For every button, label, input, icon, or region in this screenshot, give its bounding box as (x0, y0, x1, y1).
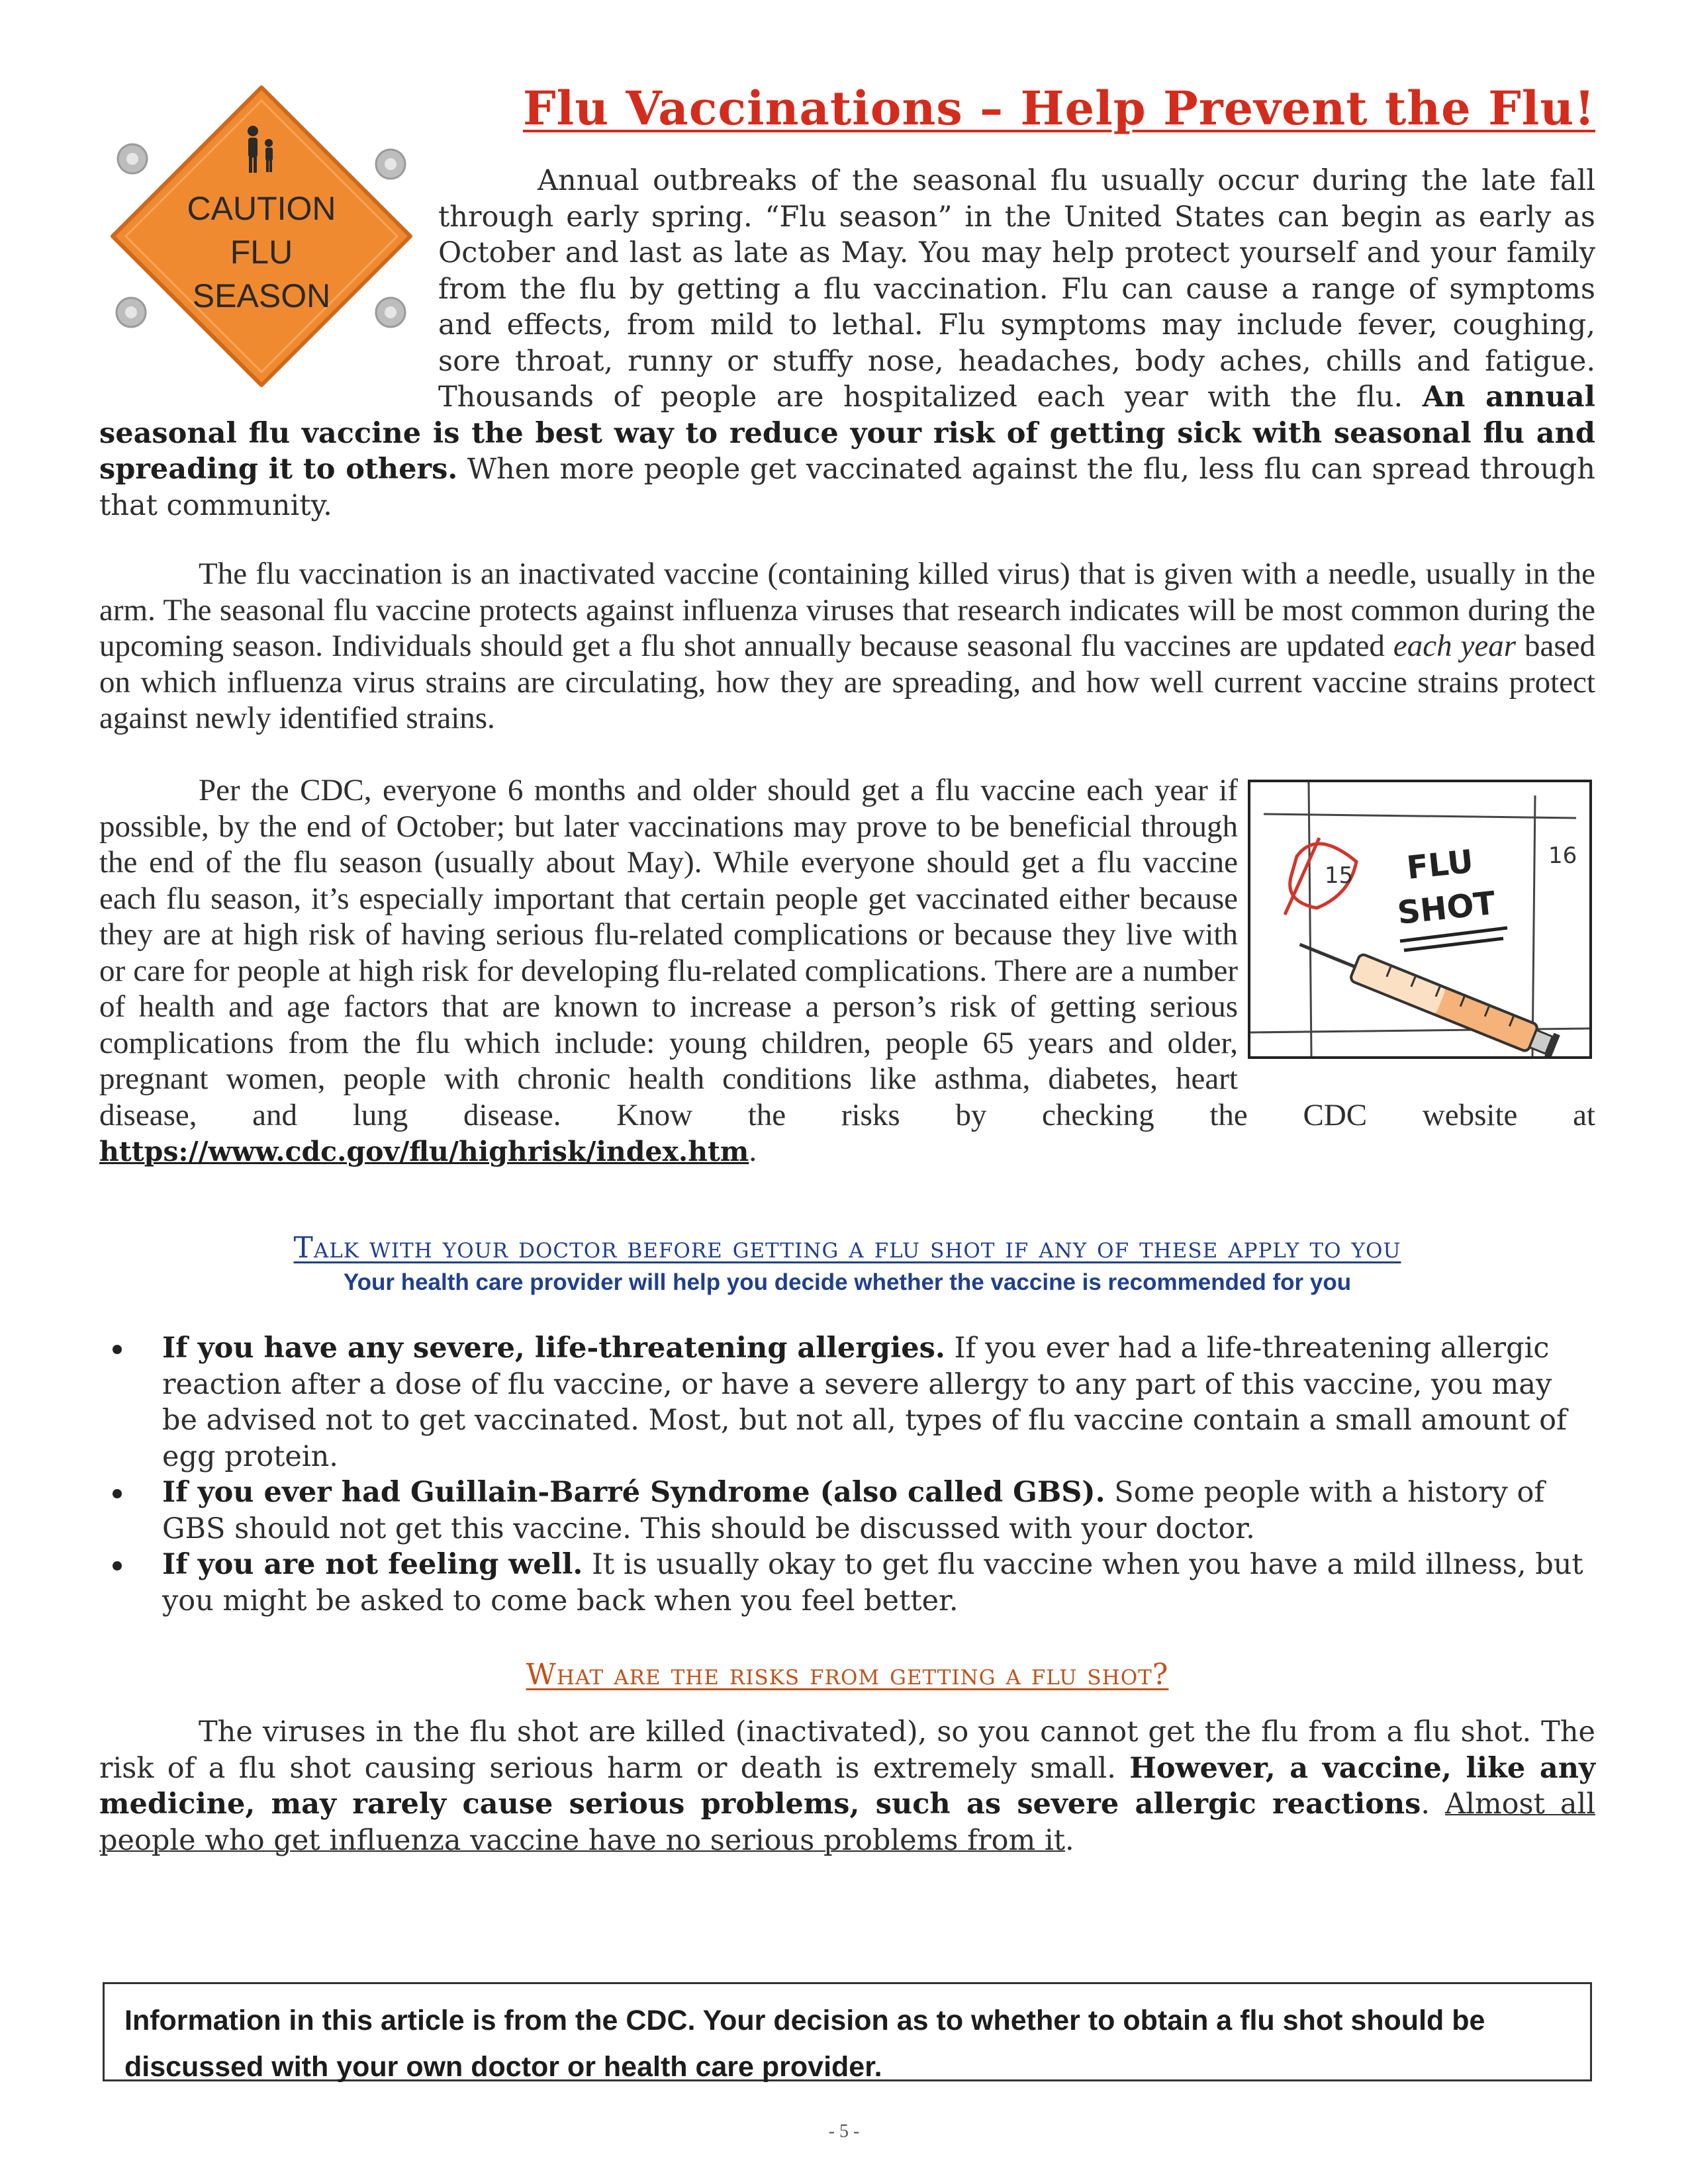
bullet-icon (113, 1345, 122, 1354)
list-item-bold: If you have any severe, life-threatening allergies. (162, 1332, 945, 1365)
list-item-text: Some people with a history of GBS should not get this vaccine. This should be discussed with your doctor. (162, 1476, 1545, 1545)
talk-section-list (99, 1330, 1589, 1619)
footer-disclaimer-text: Information in this article is from the CDC. Your decision as to whether to obtain a flu shot should be discussed with your own doctor or health care provider. (124, 2005, 1485, 2083)
cdc-highrisk-link[interactable]: https://www.cdc.gov/flu/highrisk/index.htm (99, 1136, 749, 1167)
sign-line-caution: CAUTION (187, 190, 336, 227)
bullet-icon (113, 1561, 122, 1570)
risks-text-end: . (1064, 1823, 1074, 1857)
page-title: Flu Vaccinations – Help Prevent the Flu! (522, 81, 1595, 136)
calendar-note-shot: SHOT (1395, 884, 1497, 932)
calendar-note-flu: FLU (1405, 842, 1476, 887)
page-number: - 5 - (828, 2121, 860, 2142)
risks-underlined-text: Almost all people who get influenza vaccine have no serious problems from it (99, 1788, 1595, 1857)
inactivated-paragraph (99, 556, 1595, 737)
sign-line-flu: FLU (230, 234, 293, 271)
calendar-day-16: 16 (1548, 842, 1577, 869)
risks-section-heading: What are the risks from getting a flu shot? (526, 1658, 1169, 1692)
talk-section-heading: Talk with your doctor before getting a flu shot if any of these apply to you (293, 1231, 1401, 1265)
risks-bold-text: However, a vaccine, like any medicine, may rarely cause serious problems, such as severe allergic reactions (99, 1751, 1595, 1821)
intro-bold-text: An annual seasonal flu vaccine is the best way to reduce your risk of getting sick with seasonal flu and spreading it to others. (99, 381, 1595, 486)
footer-disclaimer-box (103, 1982, 1592, 2081)
sign-float-spacer (99, 163, 438, 410)
list-item (99, 1330, 1589, 1475)
list-item-text: It is usually okay to get flu vaccine when you have a mild illness, but you might be asked to come back when you feel better. (162, 1548, 1583, 1617)
risks-paragraph (99, 1714, 1595, 1858)
sign-line-season: SEASON (192, 277, 331, 314)
inactivated-text-after: based on which influenza virus strains are circulating, how they are spreading, and how well current vaccine strains protect against newly identified strains. (99, 629, 1595, 735)
inactivated-text: The flu vaccination is an inactivated vaccine (containing killed virus) that is given with a needle, usually in the arm. The seasonal flu vaccine protects against influenza viruses that research indicates will be most common during the upcoming season. Individuals should get a flu shot annually because seasonal flu vaccines are updated (99, 557, 1595, 663)
cdc-text-end: . (749, 1134, 757, 1168)
risks-text: The viruses in the flu shot are killed (inactivated), so you cannot get the flu from a flu shot. The risk of a flu shot causing serious harm or death is extremely small. (99, 1715, 1595, 1785)
inactivated-italic-text: each year (1393, 629, 1517, 663)
list-item (99, 1547, 1589, 1619)
calendar-float-spacer (1238, 772, 1595, 1064)
list-item-bold: If you are not feeling well. (162, 1548, 583, 1581)
cdc-text: Per the CDC, everyone 6 months and older should get a flu vaccine each year if possible, by the end of October; but later vaccinations may prove to be beneficial through the end of the flu season (usually about May). While everyone should get a flu vaccine each flu season, it’s especially important that certain people get vaccinated either because they are at high risk of having serious flu-related complications or because they live with or care for people at high risk for developing flu-related complications. There are a number of health and age factors that are known to increase a person’s risk of getting serious complications from the flu which include: young children, people 65 years and older, pregnant women, people with chronic health conditions like asthma, diabetes, heart disease, and lung disease. Know the risks by checking the CDC website at (99, 773, 1595, 1132)
intro-paragraph (99, 163, 1595, 523)
intro-text-after: When more people get vaccinated against the flu, less flu can spread through that community. (99, 453, 1596, 522)
cdc-paragraph (99, 772, 1595, 1170)
risks-text-mid: . (1421, 1788, 1446, 1821)
bullet-icon (113, 1489, 122, 1498)
talk-section-subheading: Your health care provider will help you decide whether the vaccine is recommended for you (343, 1269, 1352, 1295)
list-item-bold: If you ever had Guillain-Barré Syndrome (also called GBS). (162, 1476, 1105, 1509)
intro-text: Annual outbreaks of the seasonal flu usually occur during the late fall through early spring. “Flu season” in the United States can begin as early as October and last as late as May. You may help protect yourself and your family from the flu by getting a flu vaccination. Flu can cause a range of symptoms and effects, from mild to lethal. Flu symptoms may include fever, coughing, sore throat, runny or stuffy nose, headaches, body aches, chills and fatigue. Thousands of people are hospitalized each year with the flu. (438, 164, 1595, 414)
list-item (99, 1475, 1589, 1547)
list-item-text: If you ever had a life-threatening allergic reaction after a dose of flu vaccine, or have a severe allergy to any part of this vaccine, you may be advised not to get vaccinated. Most, but not all, types of flu vaccine contain a small amount of egg protein. (162, 1332, 1567, 1473)
calendar-day-15: 15 (1325, 862, 1354, 889)
